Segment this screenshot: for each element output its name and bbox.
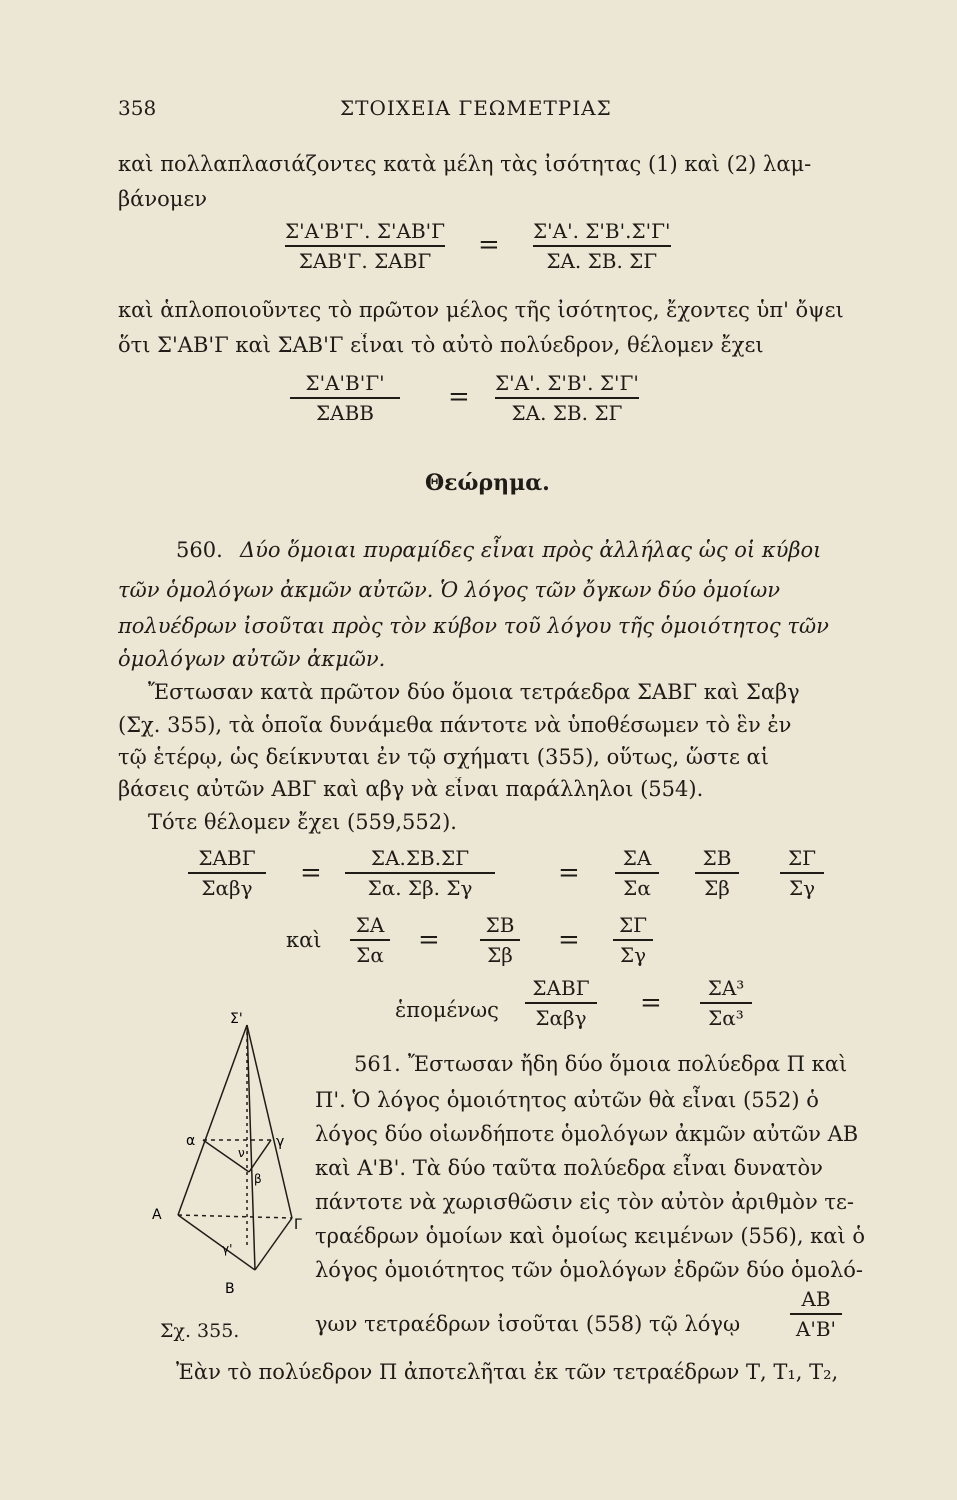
label-gamma-prime: γ' xyxy=(222,1242,233,1256)
fraction-bar xyxy=(345,872,495,874)
label-A: Α xyxy=(152,1207,162,1223)
section-number: 561. xyxy=(354,1052,401,1076)
fraction-bar xyxy=(780,872,824,874)
theorem-heading: Θεώρημα. xyxy=(425,470,550,496)
fraction-numerator: Σ'Α'. Σ'Β'. Σ'Γ' xyxy=(495,371,639,395)
equals-sign: = xyxy=(478,230,500,260)
fraction-bar xyxy=(495,397,639,399)
label-gamma: γ xyxy=(276,1134,285,1150)
text-line: πάντοτε νὰ χωρισθῶσιν εἰς τὸν αὐτὸν ἀριθμὸν τε- xyxy=(315,1190,854,1214)
connective-epomenos: ἑπομένως xyxy=(395,998,499,1022)
fraction-denominator: Σα xyxy=(356,942,384,967)
label-B: Β xyxy=(225,1281,235,1297)
fraction-bar xyxy=(350,939,390,941)
text-line: λόγος ὁμοιότητος τῶν ὁμολόγων ἑδρῶν δύο ὁμολό- xyxy=(315,1258,864,1282)
fraction-bar xyxy=(188,872,266,874)
fraction-bar xyxy=(285,245,445,247)
fraction-numerator: Σ'Α'. Σ'Β'.Σ'Γ' xyxy=(533,219,671,243)
fraction xyxy=(290,370,400,426)
text-line: καὶ ἁπλοποιοῦντες τὸ πρῶτον μέλος τῆς ἰσότητος, ἔχοντες ὑπ' ὄψει xyxy=(118,298,844,322)
fraction-numerator: ΣΑ³ xyxy=(707,976,745,1000)
fraction-denominator: ΣΑ. ΣΒ. ΣΓ xyxy=(511,400,623,425)
theorem-statement-line: Δύο ὅμοιαι πυραμίδες εἶναι πρὸς ἀλλήλας ὡς οἱ κύβοι xyxy=(240,538,822,562)
figure-pyramid xyxy=(150,1005,310,1305)
fraction-denominator: Σα. Σβ. Σγ xyxy=(367,875,473,900)
fraction-bar xyxy=(700,1002,752,1004)
fraction xyxy=(533,218,671,274)
fraction-numerator: ΑΒ xyxy=(801,1287,831,1311)
text-line: Ἔστωσαν ἤδη δύο ὅμοια πολύεδρα Π καὶ xyxy=(408,1052,848,1076)
edge-SA xyxy=(178,1025,247,1215)
fraction xyxy=(188,845,266,901)
fraction xyxy=(350,912,390,968)
edge-AG-hidden xyxy=(178,1215,292,1218)
fraction xyxy=(525,975,597,1031)
theorem-statement-line: ὁμολόγων αὐτῶν ἀκμῶν. xyxy=(118,647,386,671)
edge-AB xyxy=(178,1215,255,1270)
text-line: καὶ Α'Β'. Τὰ δύο ταῦτα πολύεδρα εἶναι δυνατὸν xyxy=(315,1156,823,1180)
text-line: γων τετραέδρων ἰσοῦται (558) τῷ λόγῳ xyxy=(315,1312,741,1336)
fraction-bar xyxy=(290,397,400,399)
theorem-statement-line: τῶν ὁμολόγων ἀκμῶν αὐτῶν. Ὁ λόγος τῶν ὄγκων δύο ὁμοίων xyxy=(118,578,780,602)
fraction xyxy=(345,845,495,901)
fraction-denominator: Α'Β' xyxy=(795,1316,837,1341)
fraction-denominator: Σγ xyxy=(619,942,647,967)
equals-sign: = xyxy=(448,382,470,412)
fraction-numerator: ΣΑ xyxy=(622,846,652,870)
equals-sign: = xyxy=(418,925,440,955)
fraction-numerator: ΣΓ xyxy=(618,913,648,937)
fraction-numerator: ΣΓ xyxy=(787,846,817,870)
fraction-denominator: Σβ xyxy=(487,942,513,967)
label-beta: β xyxy=(254,1172,262,1186)
fraction-denominator: Σα xyxy=(623,875,651,900)
page-number: 358 xyxy=(118,96,157,120)
text-line: τραέδρων ὁμοίων καὶ ὁμοίως κειμένων (556), καὶ ὁ xyxy=(315,1224,866,1248)
fraction-numerator: Σ'Α'Β'Γ' xyxy=(305,371,385,395)
fraction-numerator: ΣΑ.ΣΒ.ΣΓ xyxy=(370,846,470,870)
fraction-numerator: ΣΑΒΓ xyxy=(198,846,256,870)
running-title: ΣΤΟΙΧΕΙΑ ΓΕΩΜΕΤΡΙΑΣ xyxy=(340,96,612,120)
edge-SB xyxy=(247,1025,255,1270)
fraction-denominator: ΣΑΒΒ xyxy=(316,400,374,425)
fraction xyxy=(790,1286,842,1342)
equals-sign: = xyxy=(558,925,580,955)
connective-kai: καὶ xyxy=(286,928,322,952)
text-line: ὅτι Σ'ΑΒ'Γ καὶ ΣΑΒ'Γ εἶναι τὸ αὐτὸ πολύεδρον, θέλομεν ἔχει xyxy=(118,333,764,357)
fraction-denominator: ΣΑΒ'Γ. ΣΑΒΓ xyxy=(298,248,432,273)
proof-line: τῷ ἑτέρῳ, ὡς δείκνυται ἐν τῷ σχήματι (355), οὕτως, ὥστε αἱ xyxy=(118,745,769,769)
text-line: λόγος δύο οἱωνδήποτε ὁμολόγων ἀκμῶν αὐτῶν ΑΒ xyxy=(315,1122,859,1146)
fraction xyxy=(615,845,659,901)
fraction-bar xyxy=(615,872,659,874)
edge-GB xyxy=(255,1218,292,1270)
fraction xyxy=(780,845,824,901)
equals-sign: = xyxy=(558,858,580,888)
proof-line: (Σχ. 355), τὰ ὁποῖα δυνάμεθα πάντοτε νὰ ὑποθέσωμεν τὸ ἓν ἐν xyxy=(118,713,792,737)
fraction xyxy=(285,218,445,274)
fraction xyxy=(480,912,520,968)
fraction xyxy=(700,975,752,1031)
text-line: Π'. Ὁ λόγος ὁμοιότητος αὐτῶν θὰ εἶναι (552) ὁ xyxy=(315,1088,819,1112)
theorem-statement-line: πολυέδρων ἰσοῦται πρὸς τὸν κύβον τοῦ λόγου τῆς ὁμοιότητος τῶν xyxy=(118,614,829,638)
text-line: βάνομεν xyxy=(118,187,208,211)
fraction-bar xyxy=(533,245,671,247)
label-S: Σ' xyxy=(230,1011,243,1027)
fraction-bar xyxy=(525,1002,597,1004)
text-line: καὶ πολλαπλασιάζοντες κατὰ μέλη τὰς ἰσότητας (1) καὶ (2) λαμ- xyxy=(118,152,812,176)
label-nu: ν xyxy=(238,1146,245,1160)
fraction-denominator: Σβ xyxy=(704,875,730,900)
fraction-bar xyxy=(790,1313,842,1315)
fraction-denominator: ΣΑ. ΣΒ. ΣΓ xyxy=(546,248,658,273)
proof-line: Τότε θέλομεν ἔχει (559,552). xyxy=(148,810,457,834)
fraction-numerator: Σ'Α'Β'Γ'. Σ'ΑΒ'Γ xyxy=(285,219,446,243)
fraction-denominator: Σγ xyxy=(788,875,816,900)
fraction-bar xyxy=(613,939,653,941)
label-alpha: α xyxy=(186,1133,196,1149)
fraction xyxy=(613,912,653,968)
equals-sign: = xyxy=(640,988,662,1018)
proof-line: Ἔστωσαν κατὰ πρῶτον δύο ὅμοια τετράεδρα ΣΑΒΓ καὶ Σαβγ xyxy=(148,680,800,704)
fraction-numerator: ΣΒ xyxy=(485,913,515,937)
proof-line: βάσεις αὐτῶν ΑΒΓ καὶ αβγ νὰ εἶναι παράλληλοι (554). xyxy=(118,777,704,801)
fraction-bar xyxy=(480,939,520,941)
edge-SG xyxy=(247,1025,292,1218)
fraction-numerator: ΣΒ xyxy=(702,846,732,870)
fraction-denominator: Σαβγ xyxy=(535,1005,587,1030)
fraction-bar xyxy=(695,872,739,874)
label-G: Γ xyxy=(294,1217,302,1233)
text-line: Ἐὰν τὸ πολύεδρον Π ἀποτελῆται ἐκ τῶν τετραέδρων Τ, Τ₁, Τ₂, xyxy=(176,1360,839,1384)
fraction xyxy=(495,370,639,426)
figure-caption: Σχ. 355. xyxy=(160,1320,240,1342)
fraction-numerator: ΣΑ xyxy=(355,913,385,937)
equals-sign: = xyxy=(300,858,322,888)
fraction-denominator: Σαβγ xyxy=(201,875,253,900)
fraction xyxy=(695,845,739,901)
fraction-numerator: ΣΑΒΓ xyxy=(532,976,590,1000)
section-number: 560. xyxy=(176,538,223,562)
edge-gb xyxy=(249,1140,271,1172)
fraction-denominator: Σα³ xyxy=(708,1005,744,1030)
